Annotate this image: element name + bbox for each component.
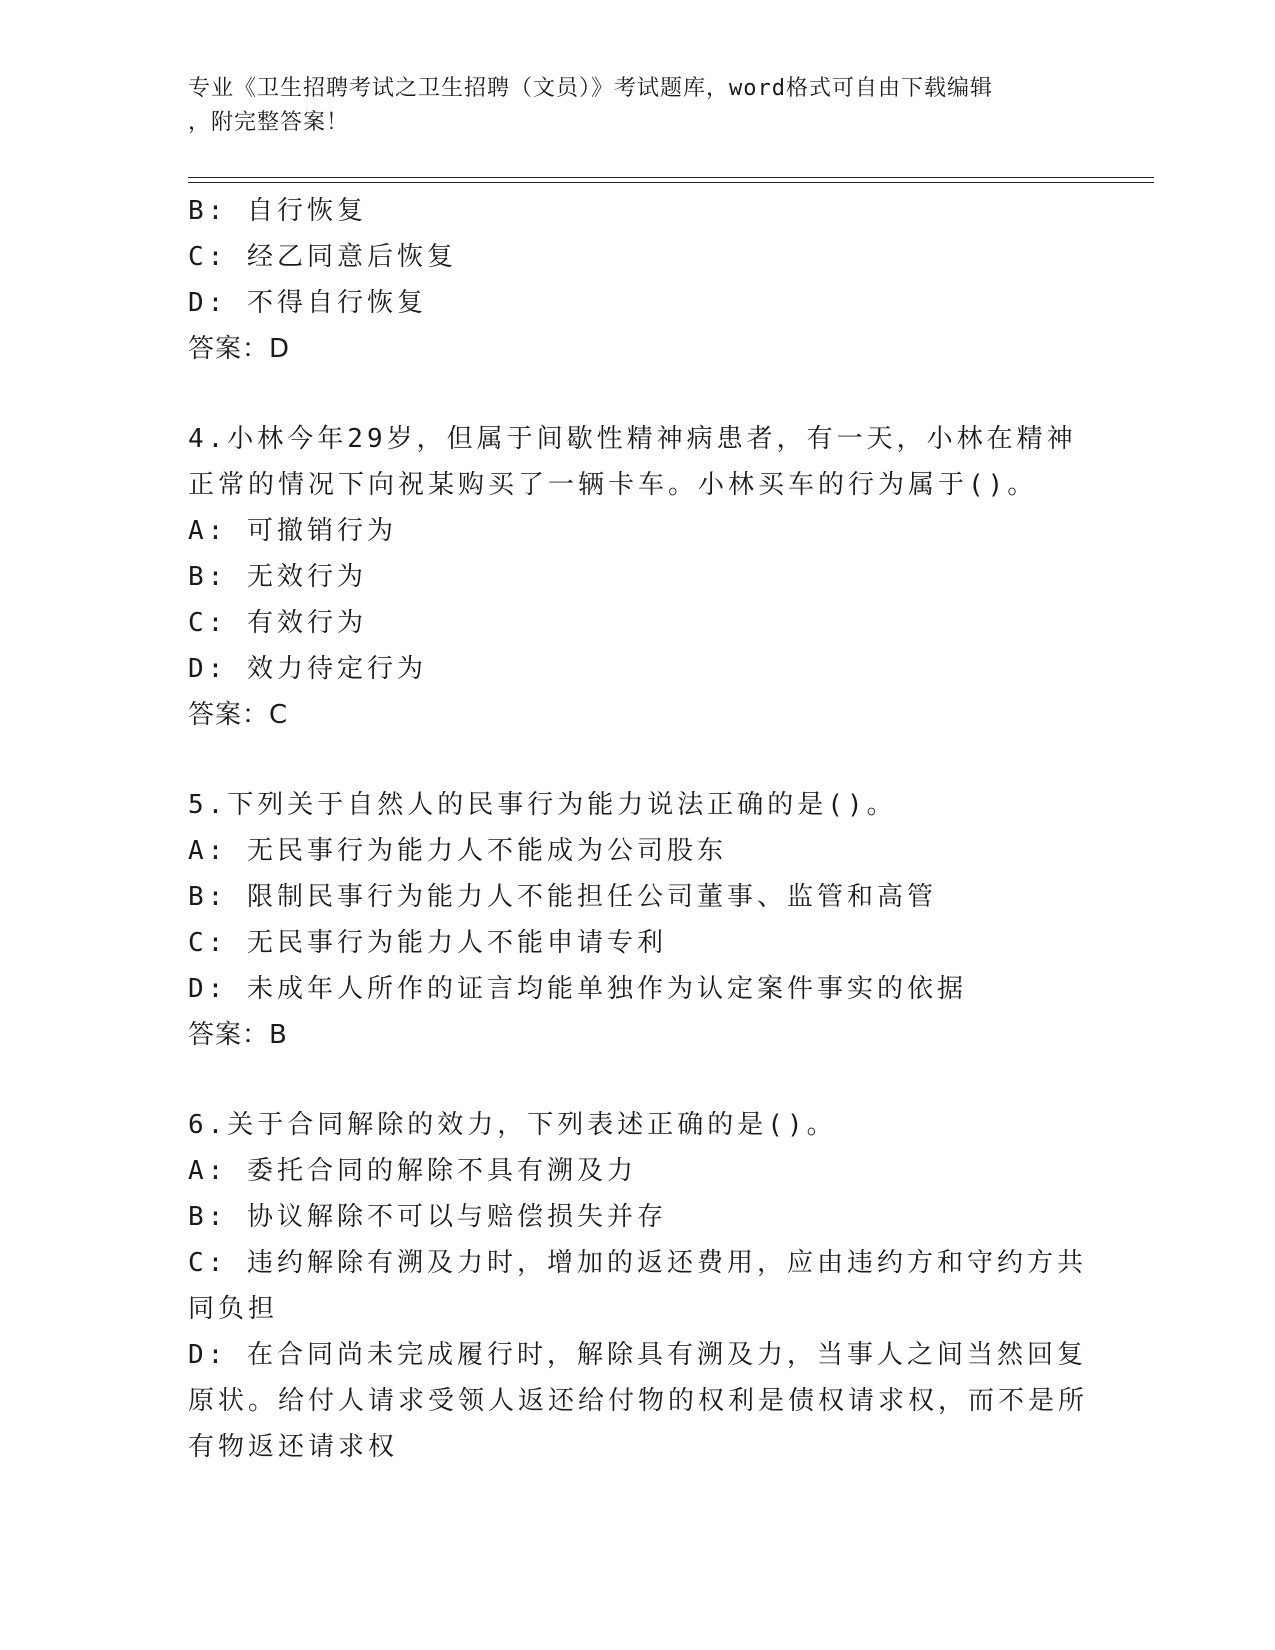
question-3-continued <box>188 188 1088 372</box>
answer-line: 答案：B <box>188 1020 288 1050</box>
option-d: D: 在合同尚未完成履行时，解除具有溯及力，当事人之间当然回复原状。给付人请求受领人返还给付物的权利是债权请求权，而不是所有物返还请求权 <box>188 1340 1089 1462</box>
answer-line: 答案：D <box>188 334 291 364</box>
header-line-1: 专业《卫生招聘考试之卫生招聘（文员）》考试题库，word格式可自由下载编辑 <box>188 76 993 101</box>
question-6 <box>188 1102 1088 1470</box>
option-d: D: 未成年人所作的证言均能单独作为认定案件事实的依据 <box>188 974 967 1004</box>
option-a: A: 可撤销行为 <box>188 516 397 546</box>
question-list <box>188 188 1088 1470</box>
document-header <box>188 72 1068 140</box>
answer-line: 答案：C <box>188 700 289 730</box>
option-c: C: 违约解除有溯及力时，增加的返还费用，应由违约方和守约方共同负担 <box>188 1248 1087 1324</box>
question-4 <box>188 416 1088 738</box>
option-a: A: 无民事行为能力人不能成为公司股东 <box>188 836 727 866</box>
header-line-2: ，附完整答案！ <box>188 110 350 135</box>
option-d: D: 不得自行恢复 <box>188 288 427 318</box>
header-rule-top <box>188 177 1154 178</box>
question-stem: 5.下列关于自然人的民事行为能力说法正确的是()。 <box>188 790 897 820</box>
question-stem: 6.关于合同解除的效力，下列表述正确的是()。 <box>188 1110 837 1140</box>
option-b: B: 限制民事行为能力人不能担任公司董事、监管和高管 <box>188 882 937 912</box>
question-gap <box>188 738 1088 782</box>
option-b: B: 无效行为 <box>188 562 367 592</box>
option-c: C: 有效行为 <box>188 608 367 638</box>
question-5 <box>188 782 1088 1058</box>
question-gap <box>188 372 1088 416</box>
option-b: B: 自行恢复 <box>188 196 367 226</box>
option-c: C: 经乙同意后恢复 <box>188 242 457 272</box>
question-gap <box>188 1058 1088 1102</box>
question-stem: 4.小林今年29岁，但属于间歇性精神病患者，有一天，小林在精神正常的情况下向祝某购买了一辆卡车。小林买车的行为属于()。 <box>188 424 1077 500</box>
option-b: B: 协议解除不可以与赔偿损失并存 <box>188 1202 667 1232</box>
header-rule-bottom <box>188 182 1154 183</box>
option-a: A: 委托合同的解除不具有溯及力 <box>188 1156 637 1186</box>
option-c: C: 无民事行为能力人不能申请专利 <box>188 928 667 958</box>
option-d: D: 效力待定行为 <box>188 654 427 684</box>
